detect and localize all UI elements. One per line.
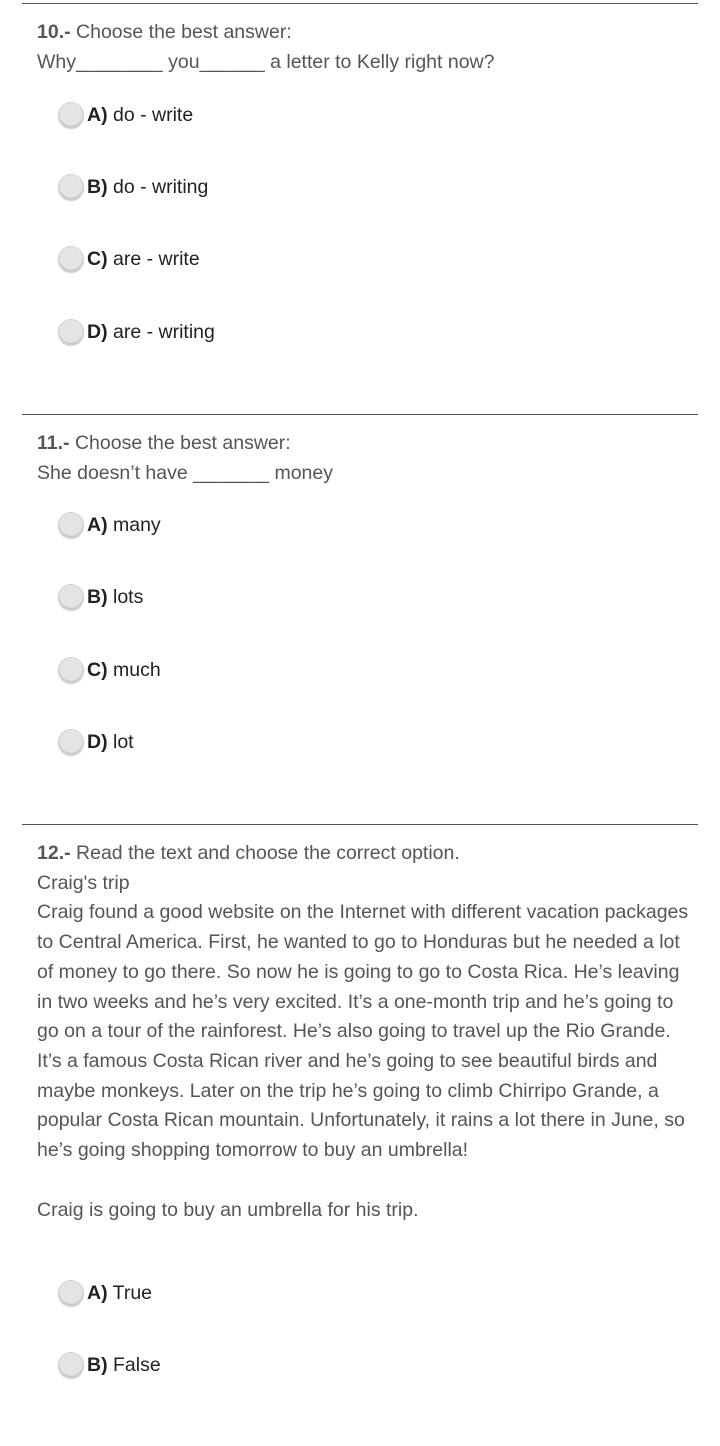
- option-label: are - write: [113, 247, 200, 270]
- option-12-a[interactable]: [58, 1278, 152, 1308]
- divider-question-11: [22, 414, 698, 415]
- radio-button[interactable]: [58, 319, 84, 345]
- divider-top: [22, 3, 698, 4]
- question-12-title: [37, 839, 690, 869]
- option-12-b[interactable]: [58, 1350, 161, 1380]
- option-label: lots: [113, 585, 144, 608]
- question-11: [37, 429, 690, 488]
- question-instruction: Choose the best answer:: [74, 432, 291, 454]
- option-letter: A): [87, 1281, 108, 1304]
- radio-button[interactable]: [58, 174, 84, 200]
- option-letter: D): [87, 730, 108, 753]
- radio-button[interactable]: [58, 512, 84, 538]
- question-number: 10.-: [37, 21, 71, 43]
- option-11-b[interactable]: [58, 582, 143, 612]
- option-label: do - writing: [113, 175, 209, 198]
- option-letter: C): [87, 658, 108, 681]
- option-label: much: [113, 658, 161, 681]
- radio-button[interactable]: [58, 246, 84, 272]
- option-10-c[interactable]: [58, 244, 200, 274]
- option-letter: B): [87, 585, 108, 608]
- option-label: do - write: [113, 103, 194, 126]
- radio-button[interactable]: [58, 729, 84, 755]
- option-label: False: [113, 1353, 161, 1376]
- option-10-d[interactable]: [58, 317, 215, 347]
- option-10-b[interactable]: [58, 172, 208, 202]
- option-letter: A): [87, 103, 108, 126]
- passage-title: Craig's trip: [37, 871, 130, 894]
- radio-button[interactable]: [58, 102, 84, 128]
- option-11-c[interactable]: [58, 655, 161, 685]
- option-letter: D): [87, 320, 108, 343]
- divider-question-12: [22, 824, 698, 825]
- question-prompt: She doesn’t have _______ money: [37, 461, 333, 484]
- option-11-a[interactable]: [58, 510, 161, 540]
- question-10-title: [37, 18, 690, 48]
- question-10: [37, 18, 690, 77]
- option-letter: B): [87, 1353, 108, 1376]
- option-label: are - writing: [113, 320, 215, 343]
- option-letter: A): [87, 513, 108, 536]
- question-11-title: [37, 429, 690, 459]
- option-11-d[interactable]: [58, 727, 134, 757]
- question-prompt: Craig is going to buy an umbrella for his trip.: [37, 1198, 419, 1221]
- question-number: 11.-: [37, 432, 70, 454]
- radio-button[interactable]: [58, 584, 84, 610]
- option-label: many: [113, 513, 161, 536]
- option-letter: C): [87, 247, 108, 270]
- spacer: [37, 1166, 690, 1196]
- question-prompt: Why________ you______ a letter to Kelly right now?: [37, 50, 495, 73]
- radio-button[interactable]: [58, 657, 84, 683]
- question-instruction: Read the text and choose the correct option.: [76, 842, 460, 864]
- question-number: 12.-: [37, 842, 71, 864]
- radio-button[interactable]: [58, 1352, 84, 1378]
- question-12: [37, 839, 690, 1225]
- option-label: lot: [113, 730, 134, 753]
- question-instruction: Choose the best answer:: [76, 21, 292, 43]
- option-letter: B): [87, 175, 108, 198]
- option-label: True: [112, 1281, 153, 1304]
- option-10-a[interactable]: [58, 100, 193, 130]
- reading-passage: Craig found a good website on the Internet with different vacation packages to Central America. First, he wanted to go to Honduras but he needed a lot of money to go there. So now he is going to go to Costa Rica. He’s leaving in two weeks and he’s very excited. It’s a one-month trip and he’s going to go on a tour of the rainforest. He’s also going to travel up the Rio Grande. It’s a famous Costa Rican river and he’s going to see beautiful birds and maybe monkeys. Later on the trip he’s going to climb Chirripo Grande, a popular Costa Rican mountain. Unfortunately, it rains a lot there in June, so he’s going shopping tomorrow to buy an umbrella!: [37, 901, 689, 1162]
- radio-button[interactable]: [58, 1280, 84, 1306]
